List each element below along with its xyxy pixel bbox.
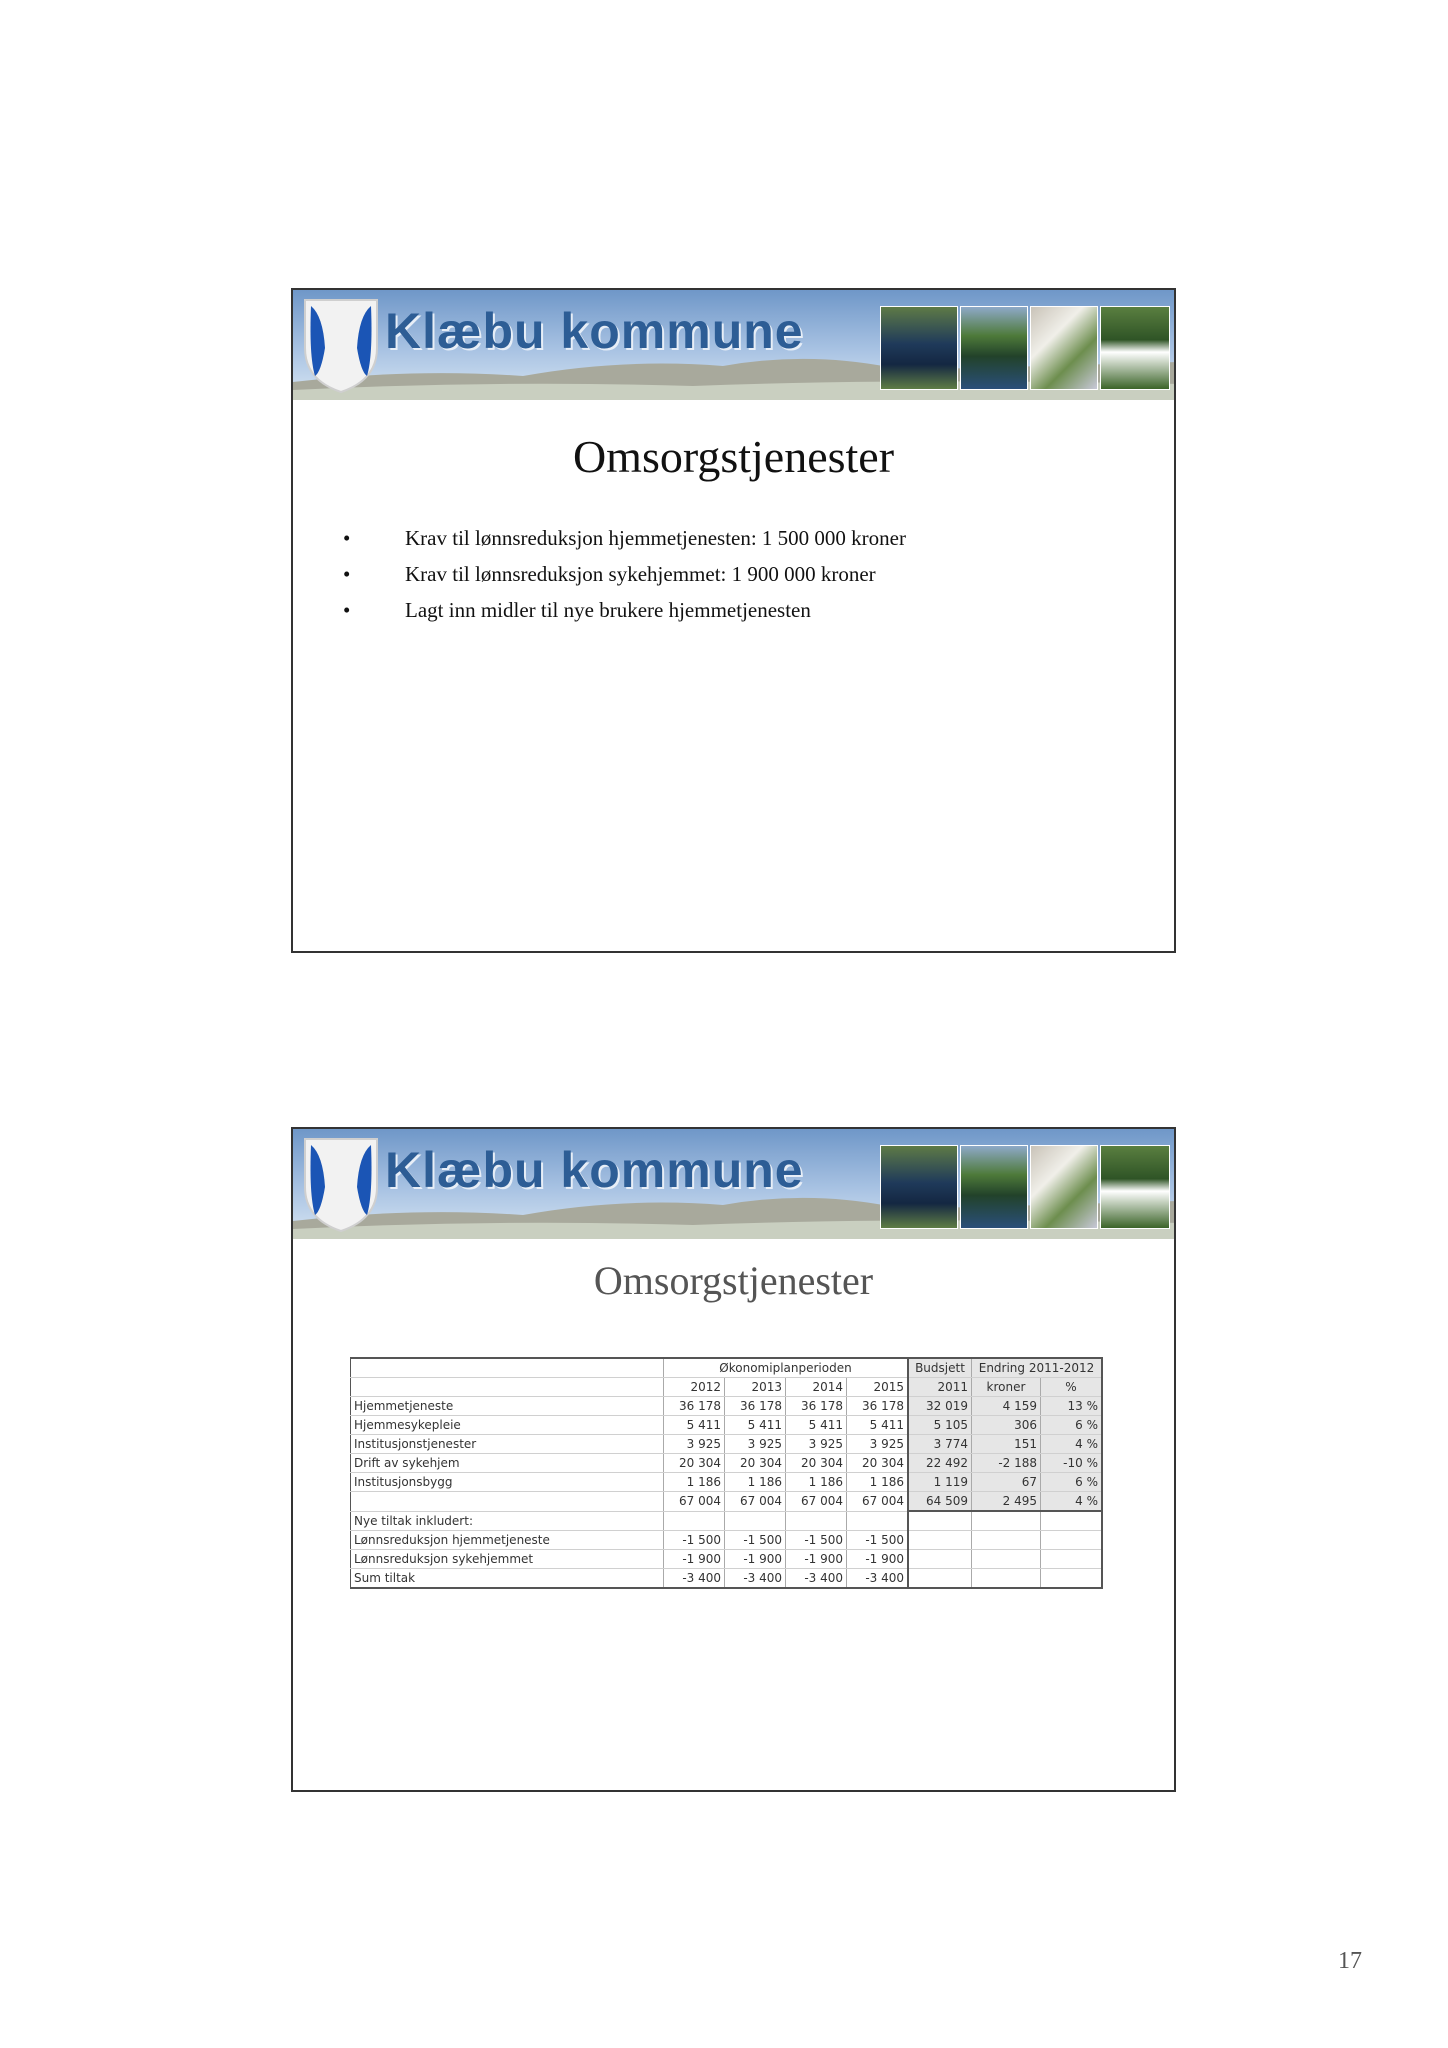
bullet-list [343, 520, 906, 628]
photo-flowers [1030, 306, 1098, 390]
row-label: Hjemmesykepleie [351, 1416, 664, 1435]
photo-forest [960, 306, 1028, 390]
row-label: Institusjonsbygg [351, 1473, 664, 1492]
new-measures-header: Nye tiltak inkludert: [351, 1511, 664, 1531]
table-cell: -1 500 [725, 1531, 786, 1550]
table-cell: 4 159 [972, 1397, 1041, 1416]
row-label: Institusjonstjenester [351, 1435, 664, 1454]
sum-cell: 2 495 [972, 1492, 1041, 1512]
coat-of-arms-icon [301, 296, 381, 394]
table-cell: 4 % [1041, 1435, 1103, 1454]
bullet-item [343, 520, 906, 556]
row-label: Drift av sykehjem [351, 1454, 664, 1473]
table-cell: 20 304 [725, 1454, 786, 1473]
photo-church [1100, 1145, 1170, 1229]
sum-cell: 67 004 [664, 1492, 725, 1512]
table-row [351, 1397, 1103, 1416]
sum-cell: 4 % [1041, 1492, 1103, 1512]
table-cell: 5 105 [908, 1416, 972, 1435]
table-row [351, 1550, 1103, 1569]
slide-1 [291, 288, 1176, 953]
table-cell: 5 411 [664, 1416, 725, 1435]
bullet-item [343, 592, 906, 628]
photo-forest [960, 1145, 1028, 1229]
table-cell: -1 500 [847, 1531, 909, 1550]
table-cell: 20 304 [786, 1454, 847, 1473]
bullet-text: Krav til lønnsreduksjon sykehjemmet: 1 900 000 kroner [405, 562, 876, 586]
table-cell: 1 186 [786, 1473, 847, 1492]
coat-of-arms-icon [301, 1135, 381, 1233]
sum-cell: 67 004 [786, 1492, 847, 1512]
table-cell: 36 178 [847, 1397, 909, 1416]
row-label: Lønnsreduksjon sykehjemmet [351, 1550, 664, 1569]
table-row [351, 1454, 1103, 1473]
brand-name: Klæbu kommune [385, 1142, 804, 1198]
bullet-item [343, 556, 906, 592]
table-row [351, 1435, 1103, 1454]
bullet-text: Krav til lønnsreduksjon hjemmetjenesten: 1 500 000 kroner [405, 526, 906, 550]
photo-flowers [1030, 1145, 1098, 1229]
table-cell: 67 [972, 1473, 1041, 1492]
table-cell: -1 900 [786, 1550, 847, 1569]
column-header: 2013 [725, 1378, 786, 1397]
table-cell: -1 500 [786, 1531, 847, 1550]
budget-table [350, 1357, 1103, 1589]
table-cell: -3 400 [847, 1569, 909, 1589]
table-cell: 36 178 [725, 1397, 786, 1416]
table-row [351, 1473, 1103, 1492]
table-cell: -1 900 [847, 1550, 909, 1569]
table-subheader-row [351, 1378, 1103, 1397]
bullet-icon: • [343, 526, 351, 550]
table-cell: -1 900 [664, 1550, 725, 1569]
change-header: Endring 2011-2012 [972, 1358, 1103, 1378]
column-header: kroner [972, 1378, 1041, 1397]
sum-cell: 67 004 [725, 1492, 786, 1512]
table-sum-row [351, 1492, 1103, 1512]
bullet-icon: • [343, 562, 351, 586]
sum-cell: 64 509 [908, 1492, 972, 1512]
photo-lake [880, 1145, 958, 1229]
table-row [351, 1569, 1103, 1589]
page-number: 17 [1338, 1948, 1362, 1974]
table-cell: 1 186 [847, 1473, 909, 1492]
sum-cell: 67 004 [847, 1492, 909, 1512]
table-cell: 3 925 [725, 1435, 786, 1454]
bullet-icon: • [343, 598, 351, 622]
table-cell: 32 019 [908, 1397, 972, 1416]
column-header: 2014 [786, 1378, 847, 1397]
table-cell: 1 186 [725, 1473, 786, 1492]
table-cell: 6 % [1041, 1473, 1103, 1492]
header-banner [293, 290, 1174, 400]
table-cell: 36 178 [664, 1397, 725, 1416]
table-cell: -3 400 [664, 1569, 725, 1589]
table-cell: 1 119 [908, 1473, 972, 1492]
table-cell: 5 411 [786, 1416, 847, 1435]
table-cell: 3 925 [786, 1435, 847, 1454]
table-cell: -1 500 [664, 1531, 725, 1550]
table-cell: 3 925 [664, 1435, 725, 1454]
table-cell: 3 774 [908, 1435, 972, 1454]
table-cell: 13 % [1041, 1397, 1103, 1416]
column-header: % [1041, 1378, 1103, 1397]
period-header: Økonomiplanperioden [664, 1358, 909, 1378]
brand-name: Klæbu kommune [385, 303, 804, 359]
table-row [351, 1416, 1103, 1435]
photo-strip [880, 1145, 1170, 1233]
slide-title: Omsorgstjenester [593, 1258, 874, 1303]
column-header: 2011 [908, 1378, 972, 1397]
column-header: 2015 [847, 1378, 909, 1397]
slide-title: Omsorgstjenester [572, 431, 895, 482]
table-cell: 5 411 [847, 1416, 909, 1435]
slide-2 [291, 1127, 1176, 1792]
table-cell: 20 304 [847, 1454, 909, 1473]
table-cell: 22 492 [908, 1454, 972, 1473]
table-cell: 20 304 [664, 1454, 725, 1473]
new-measures-header-row [351, 1511, 1103, 1531]
table-cell: 6 % [1041, 1416, 1103, 1435]
row-label: Sum tiltak [351, 1569, 664, 1589]
table-cell: -2 188 [972, 1454, 1041, 1473]
row-label: Hjemmetjeneste [351, 1397, 664, 1416]
table-cell: 151 [972, 1435, 1041, 1454]
table-cell: 5 411 [725, 1416, 786, 1435]
header-banner [293, 1129, 1174, 1239]
table-cell: 1 186 [664, 1473, 725, 1492]
table-cell: 306 [972, 1416, 1041, 1435]
column-header: 2012 [664, 1378, 725, 1397]
table-row [351, 1531, 1103, 1550]
table-cell: -10 % [1041, 1454, 1103, 1473]
table-cell: -3 400 [725, 1569, 786, 1589]
row-label: Lønnsreduksjon hjemmetjeneste [351, 1531, 664, 1550]
budget-header: Budsjett [908, 1358, 972, 1378]
photo-strip [880, 306, 1170, 394]
table-group-header-row [351, 1358, 1103, 1378]
table-cell: -3 400 [786, 1569, 847, 1589]
photo-church [1100, 306, 1170, 390]
bullet-text: Lagt inn midler til nye brukere hjemmetjenesten [405, 598, 811, 622]
table-cell: 3 925 [847, 1435, 909, 1454]
photo-lake [880, 306, 958, 390]
table-cell: 36 178 [786, 1397, 847, 1416]
table-cell: -1 900 [725, 1550, 786, 1569]
